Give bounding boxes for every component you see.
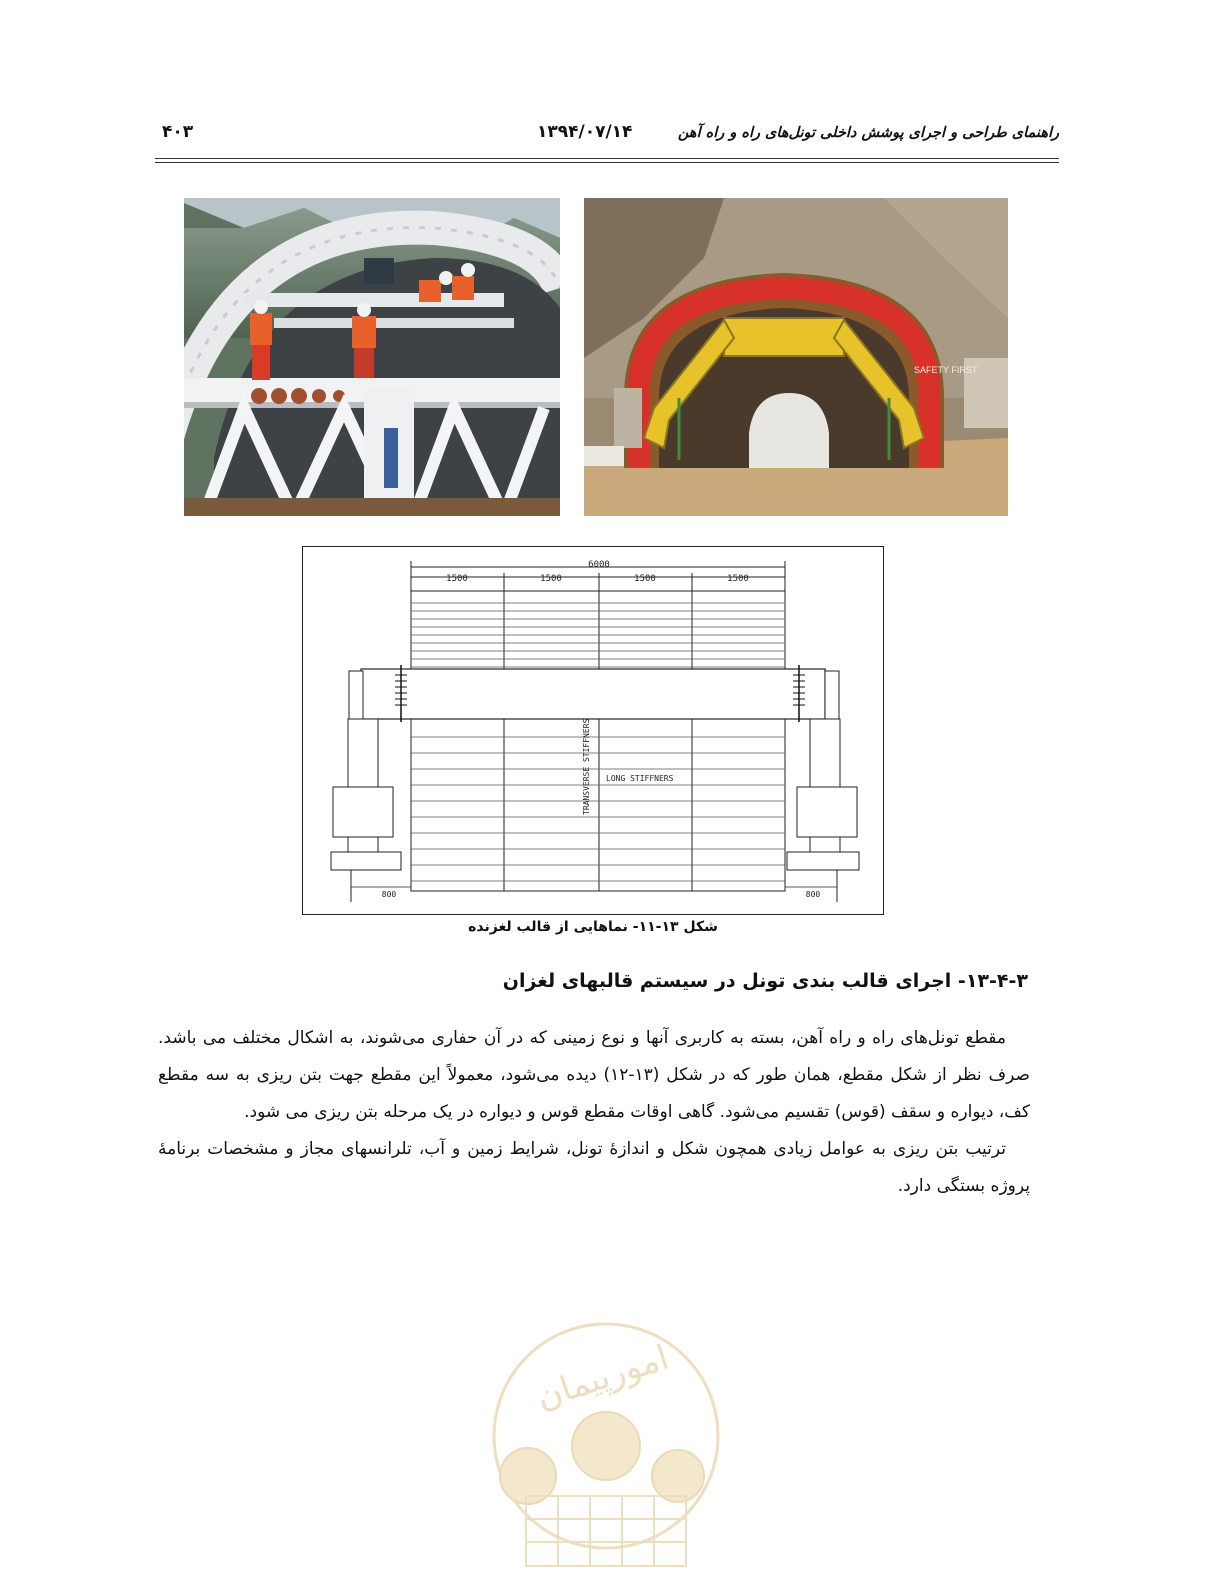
watermark-text: امورپیمان (531, 1337, 674, 1418)
segment-dimension-label: 1500 (634, 574, 656, 584)
long-stiffners-label: LONG STIFFNERS (606, 774, 674, 783)
watermark-seal (486, 1316, 726, 1584)
bottom-dimension-right: 800 (805, 890, 821, 899)
segment-dimension-label: 1500 (727, 574, 749, 584)
transverse-stiffners-label: TRANSVERSE STIFFNERS (582, 718, 591, 815)
page-number: ۴۰۳ (162, 122, 194, 142)
bottom-dimension-left: 800 (381, 890, 397, 899)
header-rule-second (155, 162, 1059, 163)
formwork-machine-photo (184, 198, 560, 516)
tunnel-portal-formwork-photo (584, 198, 1008, 516)
safety-sign-text: SAFETY FIRST (914, 365, 978, 375)
body-text (158, 1020, 1030, 1205)
header-rule (155, 158, 1059, 159)
header-date: ۱۳۹۴/۰۷/۱۴ (537, 122, 633, 142)
overall-dimension-label: 6000 (588, 560, 610, 570)
page-header (155, 120, 1059, 148)
paragraph: ترتیب بتن ریزی به عوامل زیادی همچون شکل و اندازهٔ تونل، شرایط زمین و آب، تلرانسهای مجاز و مشخصات برنامهٔ پروژه بستگی دارد. (158, 1139, 1030, 1196)
segment-dimension-label: 1500 (540, 574, 562, 584)
book-title: راهنمای طراحی و اجرای پوشش داخلی تونل‌های راه و راه آهن (677, 125, 1059, 141)
figure-caption: شکل ۱۳-۱۱- نماهایی از قالب لغزنده (468, 919, 718, 935)
sliding-formwork-drawing (302, 546, 884, 915)
section-heading: ۱۳-۴-۳- اجرای قالب بندی تونل در سیستم قالبهای لغزان (502, 970, 1028, 992)
segment-dimension-label: 1500 (446, 574, 468, 584)
paragraph: مقطع تونل‌های راه و راه آهن، بسته به کاربری آنها و نوع زمینی که در آن حفاری می‌شوند، به اشکال مختلف می باشد. صرف نظر از شکل مقطع، همان طور که در شکل (۱۳-۱۲) دیده می‌شود، معمولاً این مقطع جهت بتن ریزی به سه مقطع کف، دیواره و سقف (قوس) تقسیم می‌شود. گاهی اوقات مقطع قوس و دیواره در یک مرحله بتن ریزی می شود. (158, 1028, 1030, 1122)
